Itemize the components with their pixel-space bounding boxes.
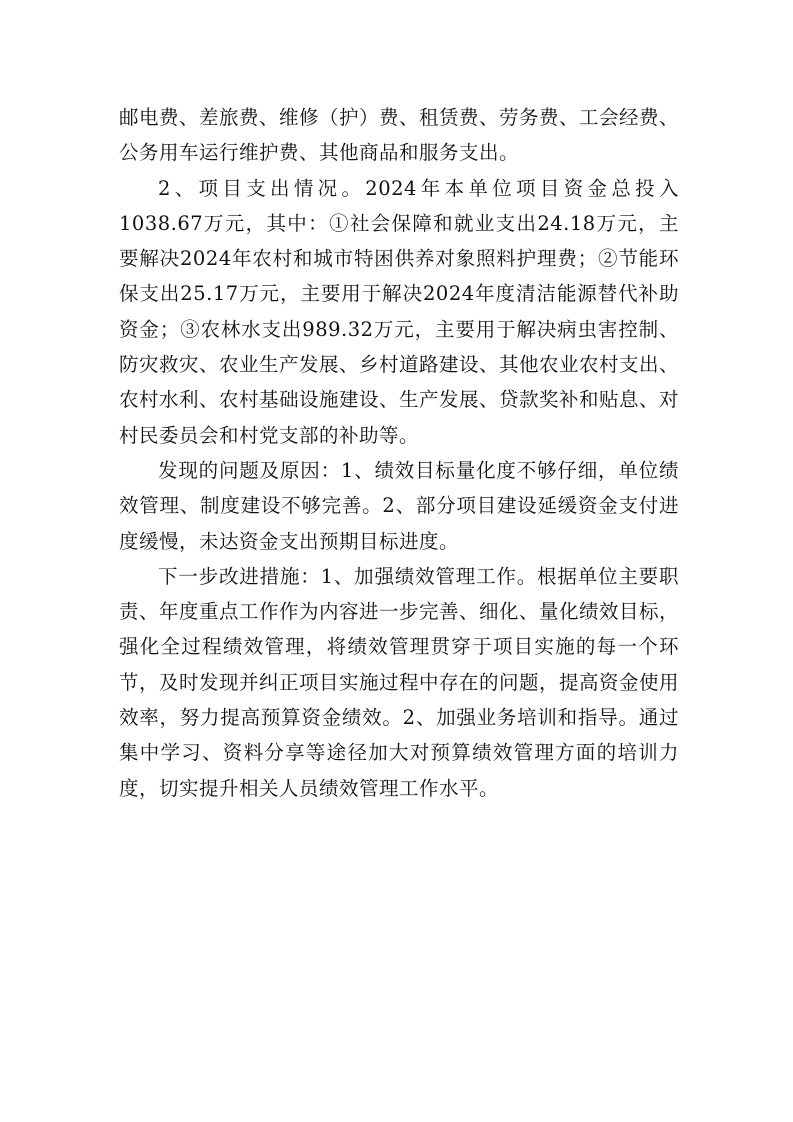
document-body xyxy=(119,100,679,806)
paragraph-expense-items-continued: 邮电费、差旅费、维修（护）费、租赁费、劳务费、工会经费、公务用车运行维护费、其他商品和服务支出。 xyxy=(119,106,680,165)
paragraph-problems-and-causes: 发现的问题及原因：1、绩效目标量化度不够仔细，单位绩效管理、制度建设不够完善。2、部分项目建设延缓资金支付进度缓慢，未达资金支出预期目标进度。 xyxy=(119,458,679,553)
paragraph-project-expenditure: 2、项目支出情况。2024年本单位项目资金总投入1038.67万元，其中：①社会保障和就业支出24.18万元，主要解决2024年农村和城市特困供养对象照料护理费；②节能环保支出25.17万元，主要用于解决2024年度清洁能源替代补助资金；③农林水支出989.32万元，主要用于解决病虫害控制、防灾救灾、农业生产发展、乡村道路建设、其他农业农村支出、农村水利、农村基础设施建设、生产发展、贷款奖补和贴息、对村民委员会和村党支部的补助等。 xyxy=(119,176,680,447)
paragraph-improvement-measures: 下一步改进措施：1、加强绩效管理工作。根据单位主要职责、年度重点工作作为内容进一步完善、细化、量化绩效目标，强化全过程绩效管理，将绩效管理贯穿于项目实施的每一个环节，及时发现并纠正项目实施过程中存在的问题，提高资金使用效率，努力提高预算资金绩效。2、加强业务培训和指导。通过集中学习、资料分享等途径加大对预算绩效管理方面的培训力度，切实提升相关人员绩效管理工作水平。 xyxy=(119,564,680,800)
